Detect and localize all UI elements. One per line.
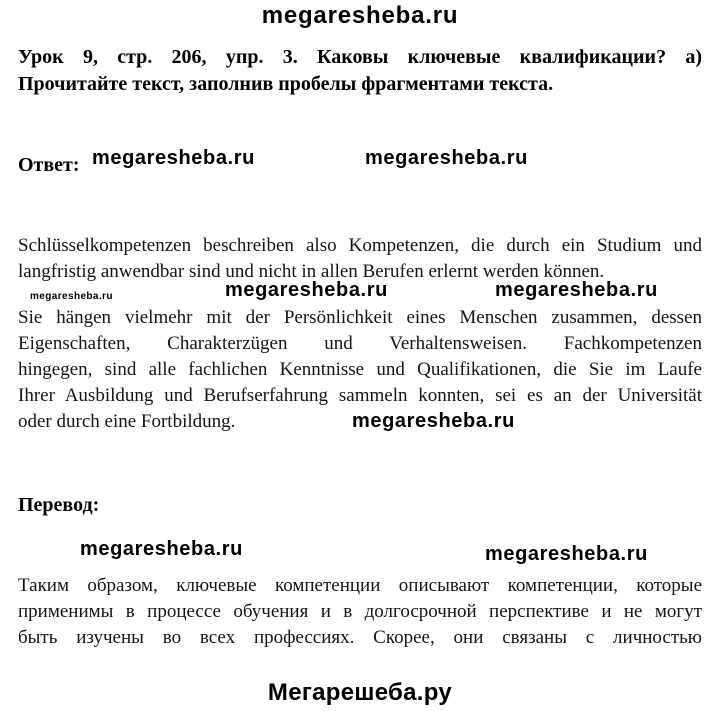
answer-text-line: Eigenschaften, Charakterzügen und Verhaltensweisen. Fachkompetenzen	[18, 333, 702, 354]
task-title-line: Урок 9, стр. 206, упр. 3. Каковы ключевые квалификации? а)	[18, 46, 702, 68]
answer-label: Ответ:	[18, 154, 80, 176]
watermark: megaresheba.ru	[365, 147, 528, 169]
task-title-line: Прочитайте текст, заполнив пробелы фрагментами текста.	[18, 73, 554, 95]
watermark: megaresheba.ru	[80, 538, 243, 560]
site-footer: Мегарешеба.ру	[267, 679, 453, 706]
watermark: megaresheba.ru	[485, 543, 648, 565]
answer-text-line: Sie hängen vielmehr mit der Persönlichkeit eines Menschen zusammen, dessen	[18, 307, 702, 328]
translation-text-line: применимы в процессе обучения и в долгосрочной перспективе и не могут	[18, 601, 702, 622]
watermark-small: megaresheba.ru	[30, 291, 113, 302]
site-header: megaresheba.ru	[261, 2, 459, 29]
answer-text-line: oder durch eine Fortbildung.	[18, 411, 236, 432]
watermark: megaresheba.ru	[495, 279, 658, 301]
watermark: megaresheba.ru	[92, 147, 255, 169]
answer-text-line: Ihrer Ausbildung und Berufserfahrung sammeln konnten, sei es an der Universität	[18, 385, 702, 406]
answer-text-line: langfristig anwendbar sind und nicht in allen Berufen erlernt werden können.	[18, 261, 605, 282]
translation-text-line: быть изучены во всех профессиях. Скорее, они связаны с личностью	[18, 627, 702, 648]
answer-text-line: hingegen, sind alle fachlichen Kenntnisse und Qualifikationen, die Sie im Laufe	[18, 359, 702, 380]
watermark: megaresheba.ru	[225, 279, 388, 301]
watermark: megaresheba.ru	[352, 410, 515, 432]
translation-label: Перевод:	[18, 494, 100, 516]
translation-text-line: Таким образом, ключевые компетенции описывают компетенции, которые	[18, 575, 702, 596]
answer-text-line: Schlüsselkompetenzen beschreiben also Kompetenzen, die durch ein Studium und	[18, 235, 702, 256]
